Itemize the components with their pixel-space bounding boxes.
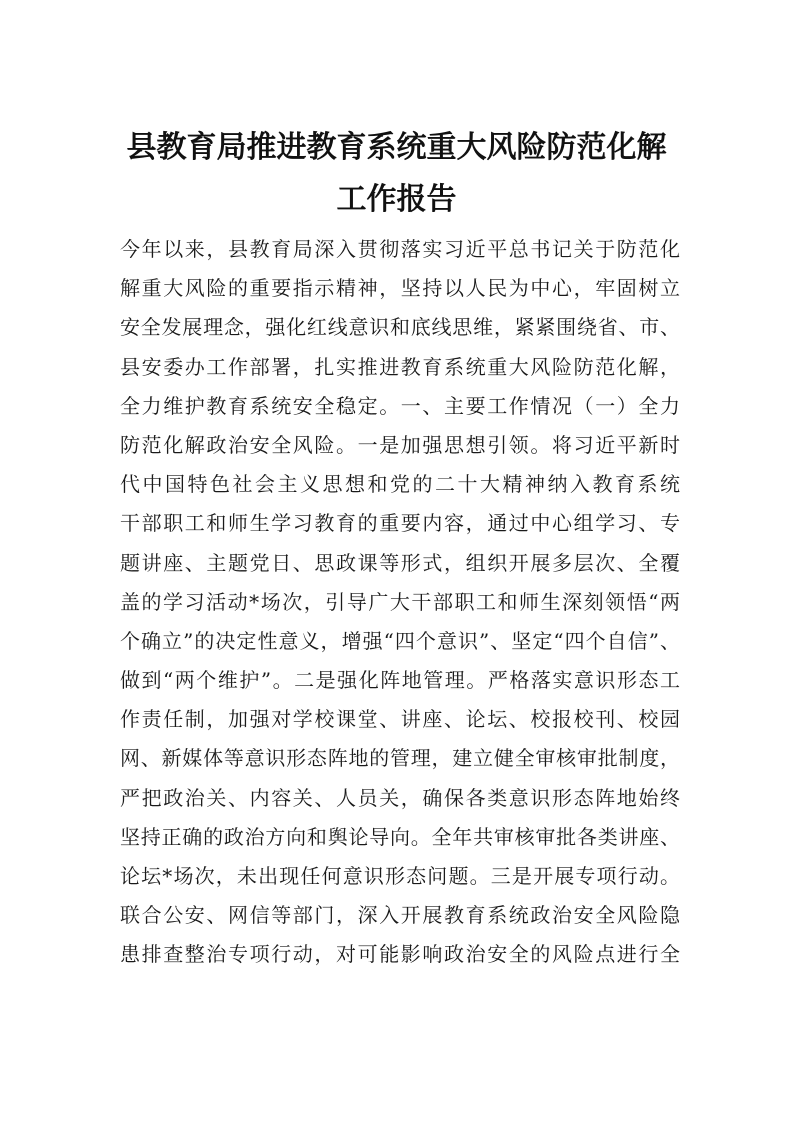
- body-line: 题讲座、主题党日、思政课等形式，组织开展多层次、全覆: [120, 550, 680, 575]
- document-title-line-2: 工作报告: [336, 182, 457, 217]
- body-line: 论坛*场次，未出现任何意识形态问题。三是开展专项行动。: [120, 864, 680, 888]
- body-line: 严把政治关、内容关、人员关，确保各类意识形态阵地始终: [120, 785, 680, 810]
- document-body: [120, 230, 680, 975]
- body-line: 作责任制，加强对学校课堂、讲座、论坛、校报校刊、校园: [120, 707, 680, 732]
- body-line: 代中国特色社会主义思想和党的二十大精神纳入教育系统: [120, 472, 680, 497]
- body-line: 解重大风险的重要指示精神，坚持以人民为中心，牢固树立: [120, 276, 680, 301]
- body-line: 县安委办工作部署，扎实推进教育系统重大风险防范化解，: [120, 354, 680, 379]
- body-line: 干部职工和师生学习教育的重要内容，通过中心组学习、专: [120, 511, 680, 536]
- body-line: 今年以来，县教育局深入贯彻落实习近平总书记关于防范化: [120, 237, 680, 261]
- body-line: 防范化解政治安全风险。一是加强思想引领。将习近平新时: [120, 432, 680, 457]
- body-line: 做到“两个维护”。二是强化阵地管理。严格落实意识形态工: [120, 668, 680, 693]
- body-line: 坚持正确的政治方向和舆论导向。全年共审核审批各类讲座、: [120, 824, 680, 849]
- body-line: 患排查整治专项行动，对可能影响政治安全的风险点进行全: [120, 942, 680, 967]
- body-line: 安全发展理念，强化红线意识和底线思维，紧紧围绕省、市、: [120, 315, 680, 340]
- body-line: 联合公安、网信等部门，深入开展教育系统政治安全风险隐: [120, 903, 680, 928]
- body-line: 全力维护教育系统安全稳定。一、主要工作情况（一）全力: [120, 393, 680, 418]
- body-line: 个确立”的决定性意义，增强“四个意识”、坚定“四个自信”、: [120, 628, 680, 653]
- body-line: 网、新媒体等意识形态阵地的管理，建立健全审核审批制度，: [120, 746, 680, 771]
- body-line: 盖的学习活动*场次，引导广大干部职工和师生深刻领悟“两: [120, 589, 680, 614]
- document-title-line-1: 县教育局推进教育系统重大风险防范化解: [126, 130, 667, 165]
